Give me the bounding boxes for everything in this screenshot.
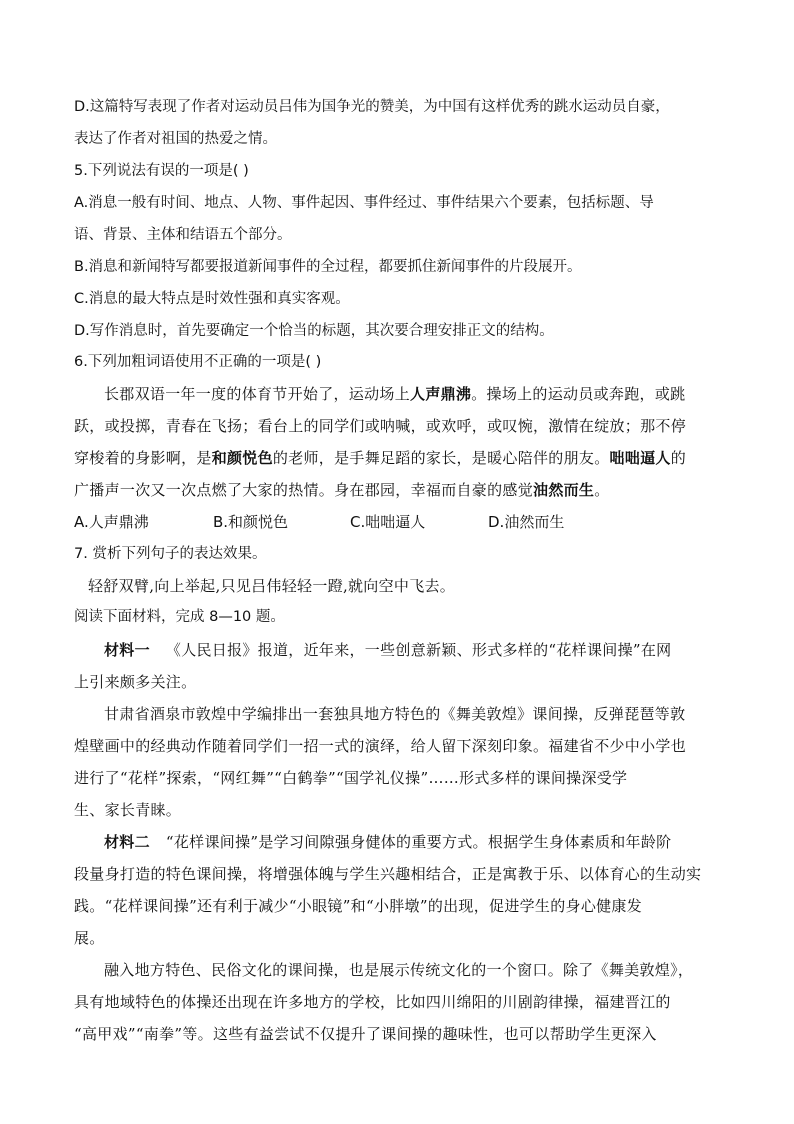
q5-option-d: D.写作消息时，首先要确定一个恰当的标题，其次要合理安排正文的结构。: [74, 323, 554, 339]
q6-passage-line1: [104, 384, 685, 404]
material-2-line2: 段量身打造的特色课间操，将增强体魄与学生兴趣相结合，正是寓教于乐、以体育心的生动实: [74, 865, 702, 883]
q6-passage-line3: [74, 448, 686, 468]
material-2-p2-line1: 融入地方特色、民俗文化的课间操，也是展示传统文化的一个窗口。除了《舞美敦煌》，: [104, 961, 694, 979]
q4-option-d-line2: 表达了作者对祖国的热爱之情。: [74, 131, 277, 147]
q6-option-c: C.咄咄逼人: [350, 513, 426, 531]
passage-text: 。操场上的运动员或奔跑，或跳: [471, 385, 686, 403]
material-1-p2-line3: 进行了“花样”探索，“网红舞”“白鹤拳”“国学礼仪操”……形式多样的课间操深受学: [74, 769, 628, 787]
passage-text: 的老师，是手舞足蹈的家长，是暖心陪伴的朋友。: [272, 449, 610, 467]
q6-passage-line2: 跃，或投掷，青春在飞扬；看台上的同学们或呐喊，或欢呼，或叹惋，激情在绽放；那不停: [74, 417, 687, 435]
q5-stem: 5.下列说法有误的一项是( ): [74, 163, 249, 179]
q5-option-a-line1: A.消息一般有时间、地点、人物、事件起因、事件经过、事件结果六个要素，包括标题、导: [74, 195, 654, 211]
material-2-line3: 践。“花样课间操”还有利于减少“小眼镜”和“小胖墩”的出现，促进学生的身心健康发: [74, 897, 643, 915]
bold-term-3: 咄咄逼人: [609, 449, 671, 467]
material-1-p2-line4: 生、家长青睐。: [74, 801, 182, 819]
material-1-label: 材料一: [104, 641, 150, 659]
material-1-line2: 上引来颇多关注。: [74, 673, 197, 691]
q4-option-d-line1: D.这篇特写表现了作者对运动员吕伟为国争光的赞美，为中国有这样优秀的跳水运动员自豪，: [74, 99, 670, 115]
q6-passage-line4: [74, 480, 610, 500]
q7-stem: 7. 赏析下列句子的表达效果。: [74, 546, 267, 562]
material-2-line1: [104, 832, 671, 852]
bold-term-2: 和颜悦色: [211, 449, 273, 467]
passage-text: 长郡双语一年一度的体育节开始了，运动场上: [104, 385, 411, 403]
q5-option-b: B.消息和新闻特写都要报道新闻事件的全过程，都要抓住新闻事件的片段展开。: [74, 259, 582, 275]
passage-text: 。: [594, 481, 610, 499]
q5-option-a-line2: 语、背景、主体和结语五个部分。: [74, 227, 292, 243]
passage-text: 广播声一次又一次点燃了大家的热情。身在郡园，幸福而自豪的感觉: [74, 481, 534, 499]
bold-term-4: 油然而生: [533, 481, 595, 499]
passage-text: 的: [670, 449, 687, 467]
q6-option-a: A.人声鼎沸: [74, 513, 149, 531]
material-1-line1: [104, 640, 671, 660]
material-text: “花样课间操”是学习间隙强身健体的重要方式。根据学生身体素质和年龄阶: [165, 833, 672, 851]
material-1-p2-line2: 煌壁画中的经典动作随着同学们一招一式的演绎，给人留下深刻印象。福建省不少中小学也: [74, 737, 687, 755]
material-2-p2-line2: 具有地域特色的体操还出现在许多地方的学校，比如四川绵阳的川剧韵律操，福建晋江的: [74, 993, 671, 1011]
bold-term-1: 人声鼎沸: [410, 385, 472, 403]
q5-option-c: C.消息的最大特点是时效性强和真实客观。: [74, 291, 350, 307]
passage-text: 穿梭着的身影啊，是: [74, 449, 212, 467]
material-1-p2-line1: 甘肃省酒泉市敦煌中学编排出一套独具地方特色的《舞美敦煌》课间操，反弹琵琶等敦: [104, 705, 686, 723]
material-text: 《人民日报》报道，近年来，一些创意新颖、形式多样的“花样课间操”在网: [165, 641, 672, 659]
q6-option-d: D.油然而生: [488, 513, 565, 531]
material-2-label: 材料二: [104, 833, 150, 851]
material-2-line4: 展。: [74, 929, 105, 947]
q7-sentence: 轻舒双臂,向上举起,只见吕伟轻轻一蹬,就向空中飞去。: [88, 577, 456, 595]
q6-option-b: B.和颜悦色: [213, 513, 289, 531]
material-2-p2-line3: “高甲戏”“南拳”等。这些有益尝试不仅提升了课间操的趣味性，也可以帮助学生更深入: [74, 1025, 657, 1043]
reading-instruction: 阅读下面材料，完成 8—10 题。: [74, 609, 285, 625]
q6-stem: 6.下列加粗词语使用不正确的一项是( ): [74, 354, 322, 370]
